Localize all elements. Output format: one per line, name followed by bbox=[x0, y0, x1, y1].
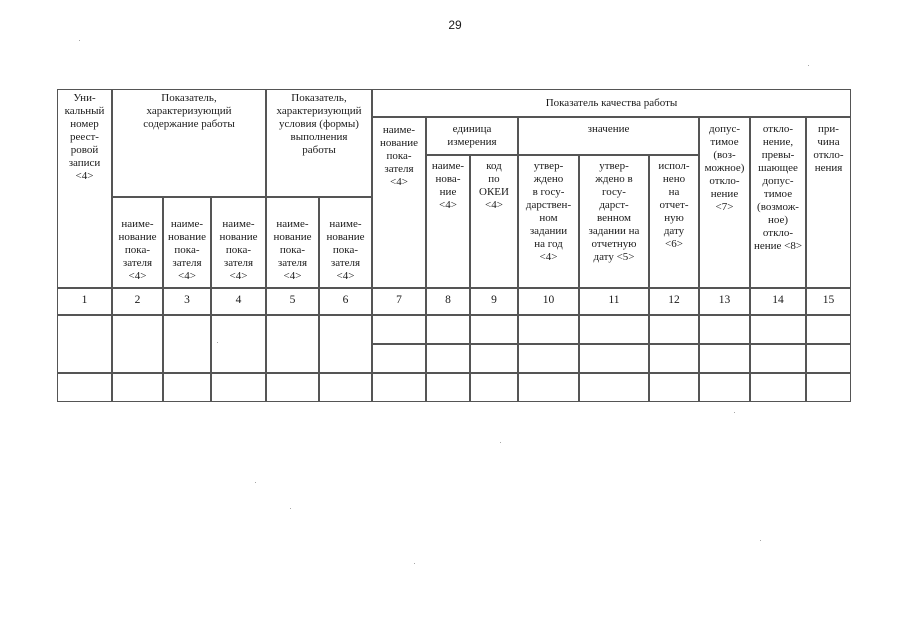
table-cell-empty bbox=[319, 373, 372, 402]
header-quality-indicator: Показатель качества работы bbox=[372, 89, 851, 117]
table-cell-empty bbox=[163, 373, 211, 402]
table-cell-empty bbox=[112, 315, 163, 373]
column-number-8: 8 bbox=[426, 288, 470, 315]
scan-speck bbox=[255, 482, 256, 483]
table-cell-empty bbox=[372, 315, 426, 344]
table-cell-empty bbox=[649, 373, 699, 402]
column-number-11: 11 bbox=[579, 288, 649, 315]
column-number-2: 2 bbox=[112, 288, 163, 315]
column-number-15: 15 bbox=[806, 288, 851, 315]
scan-speck bbox=[808, 65, 809, 66]
table-cell-empty bbox=[470, 344, 518, 373]
column-number-14: 14 bbox=[750, 288, 806, 315]
header-content-subindicator-3: наиме- нование пока- зателя <4> bbox=[211, 197, 266, 288]
header-allowed-deviation: допус- тимое (воз- можное) откло- нение <7> bbox=[699, 117, 750, 288]
table-cell-empty bbox=[750, 373, 806, 402]
table-cell-empty bbox=[649, 315, 699, 344]
column-number-7: 7 bbox=[372, 288, 426, 315]
header-content-subindicator-2: наиме- нование пока- зателя <4> bbox=[163, 197, 211, 288]
table-cell-empty bbox=[699, 315, 750, 344]
header-value: значение bbox=[518, 117, 699, 155]
table-cell-empty bbox=[806, 373, 851, 402]
table-cell-empty bbox=[319, 315, 372, 373]
table-cell-empty bbox=[112, 373, 163, 402]
header-approved-for-report-date: утвер- ждено в госу- дарст- венном задании на отчетную дату <5> bbox=[579, 155, 649, 288]
table-cell-empty bbox=[750, 344, 806, 373]
table-cell-empty bbox=[426, 315, 470, 344]
table-cell-empty bbox=[806, 315, 851, 344]
column-number-10: 10 bbox=[518, 288, 579, 315]
table-cell-empty bbox=[649, 344, 699, 373]
column-number-13: 13 bbox=[699, 288, 750, 315]
table-cell-empty bbox=[426, 373, 470, 402]
table-cell-empty bbox=[57, 373, 112, 402]
scan-speck bbox=[79, 40, 80, 41]
scan-speck bbox=[217, 342, 218, 343]
column-number-4: 4 bbox=[211, 288, 266, 315]
table-cell-empty bbox=[806, 344, 851, 373]
column-number-3: 3 bbox=[163, 288, 211, 315]
table-cell-empty bbox=[579, 373, 649, 402]
column-number-12: 12 bbox=[649, 288, 699, 315]
scan-speck bbox=[414, 563, 415, 564]
table-cell-empty bbox=[57, 315, 112, 373]
table-cell-empty bbox=[426, 344, 470, 373]
header-executed-on-report-date: испол- нено на отчет- ную дату <6> bbox=[649, 155, 699, 288]
header-unique-registry-number: Уни- кальный номер реест- ровой записи <4> bbox=[57, 89, 112, 288]
table-cell-empty bbox=[211, 373, 266, 402]
column-number-9: 9 bbox=[470, 288, 518, 315]
header-okei-code: код по ОКЕИ <4> bbox=[470, 155, 518, 288]
table-cell-empty bbox=[579, 315, 649, 344]
column-number-6: 6 bbox=[319, 288, 372, 315]
table-cell-empty bbox=[266, 373, 319, 402]
table-cell-empty bbox=[699, 373, 750, 402]
header-quality-indicator-name: наиме- нование пока- зателя <4> bbox=[372, 117, 426, 288]
header-deviation-reason: при- чина откло- нения bbox=[806, 117, 851, 288]
header-excess-deviation: откло- нение, превы- шающее допус- тимое (возмож- ное) откло- нение <8> bbox=[750, 117, 806, 288]
scan-speck bbox=[500, 442, 501, 443]
column-number-5: 5 bbox=[266, 288, 319, 315]
header-measurement-unit: единица измерения bbox=[426, 117, 518, 155]
table-cell-empty bbox=[518, 344, 579, 373]
header-conditions-indicator: Показатель, характеризующий условия (формы) выполнения работы bbox=[266, 89, 372, 197]
table-cell-empty bbox=[470, 315, 518, 344]
table-cell-empty bbox=[211, 315, 266, 373]
header-unit-name: наиме- нова- ние <4> bbox=[426, 155, 470, 288]
table-cell-empty bbox=[699, 344, 750, 373]
table-cell-empty bbox=[163, 315, 211, 373]
scan-speck bbox=[734, 412, 735, 413]
page-number: 29 bbox=[448, 18, 462, 32]
table-cell-empty bbox=[579, 344, 649, 373]
scan-speck bbox=[760, 540, 761, 541]
table-cell-empty bbox=[266, 315, 319, 373]
header-conditions-subindicator-2: наиме- нование пока- зателя <4> bbox=[319, 197, 372, 288]
table-cell-empty bbox=[372, 373, 426, 402]
header-content-indicator: Показатель, характеризующий содержание работы bbox=[112, 89, 266, 197]
table-cell-empty bbox=[518, 373, 579, 402]
header-conditions-subindicator-1: наиме- нование пока- зателя <4> bbox=[266, 197, 319, 288]
column-number-1: 1 bbox=[57, 288, 112, 315]
header-content-subindicator-1: наиме- нование пока- зателя <4> bbox=[112, 197, 163, 288]
table-cell-empty bbox=[372, 344, 426, 373]
table-cell-empty bbox=[518, 315, 579, 344]
table-cell-empty bbox=[750, 315, 806, 344]
scan-speck bbox=[290, 508, 291, 509]
table-cell-empty bbox=[470, 373, 518, 402]
header-approved-for-year: утвер- ждено в госу- дарствен- ном задании на год <4> bbox=[518, 155, 579, 288]
